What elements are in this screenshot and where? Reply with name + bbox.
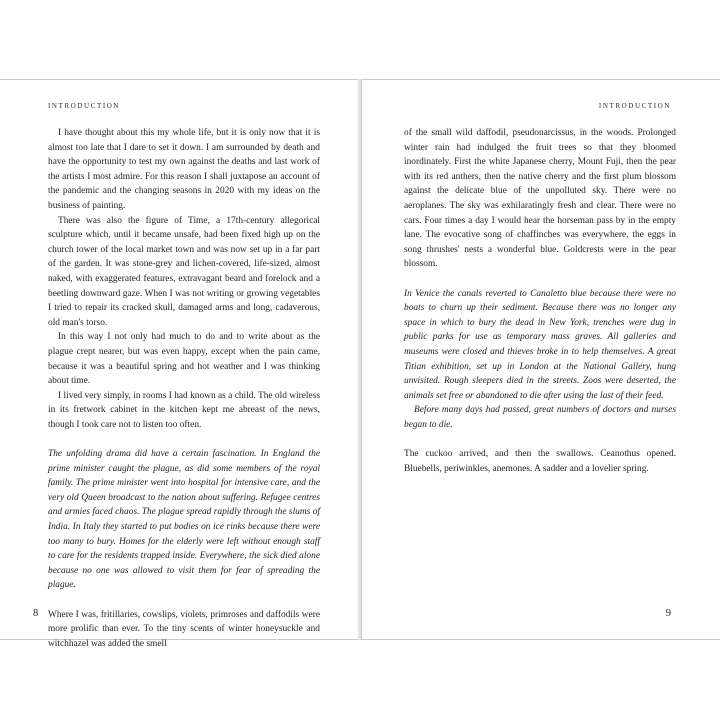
paragraph: Where I was, fritillaries, cowslips, violets, primroses and daffodils were more prolific than ever. To the tiny scents of winter honeysuckle and witchhazel was added the smell: [48, 609, 320, 649]
left-page: [0, 79, 359, 649]
italic-paragraph: The unfolding drama did have a certain fascination. In England the prime minister caught the plague, as did some members of the royal family. The prime minister went into hospital for intensive care, and the very old Queen broadcast to the nation about suffering. Refugee centres and armies faced chaos. The plague spread rapidly through the slums of India. In Italy they started to put bodies on ice rinks because there were too many to bury. Homes for the elderly were left without enough staff to care for the residents trapped inside. Everywhere, the sick died alone because no one was allowed to visit them for fear of spreading the plague.: [48, 449, 320, 591]
book-spread: [0, 79, 720, 649]
paragraph: In this way I not only had much to do and to write about as the plague crept nearer, but was even happy, except when the pain came, because it was a beautiful spring and hot weather and I was thinking about time.: [48, 332, 320, 387]
paragraph: There was also the figure of Time, a 17th-century allegorical sculpture which, until it became unsafe, had been fixed high up on the church tower of the local market town and was now set up in a far part of the garden. It was stone-grey and lichen-covered, life-sized, almost naked, with exaggerated features, extravagant beard and forelock and a beetling downward gaze. When I was not writing or growing vegetables I tried to repair its cracked skull, damaged arms and long, cadaverous, old man's torso.: [48, 215, 320, 328]
paragraph: I have thought about this my whole life, but it is only now that it is almost too late that I dare to set it down. I am surrounded by death and have the opportunity to test my own against the deaths and last work of the artists I most admire. For this reason I shall juxtapose an account of the pandemic and the changing seasons in 2020 with my ideas on the business of painting.: [48, 128, 320, 211]
running-head: INTRODUCTION: [598, 102, 671, 110]
italic-paragraph: In Venice the canals reverted to Canaletto blue because there were no boats to churn up their sediment. Because there was no longer any space in which to bury the dead in New York, trenches were dug in public parks for use as temporary mass graves. All galleries and museums were closed and thieves broke in to help themselves. A great Titian exhibition, set up in London at the National Gallery, hung unvisited. Rough sleepers died in the streets. Zoos were deserted, the animals set free or abandoned to die after using the last of their feed.: [404, 288, 676, 401]
paragraph: I lived very simply, in rooms I had known as a child. The old wireless in its fretwork cabinet in the kitchen kept me abreast of the news, though I took care not to listen too often.: [48, 390, 320, 430]
paragraph: of the small wild daffodil, pseudonarcissus, in the woods. Prolonged winter rain had indulged the fruit trees so that they bloomed inordinately. First the white Japanese cherry, Mount Fuji, then the pear with its red anthers, then the native cherry and the first plum blossom against the delicate blue of the unpolluted sky. There were no aeroplanes. The sky was exhilaratingly fresh and clear. There were no cars. Four times a day I would hear the horseman pass by in the empty lane. The evocative song of chaffinches was everywhere, the eggs in song thrushes' nests a wonderful blue. Goldcrests were in the pear blossom.: [404, 128, 676, 270]
right-page: [361, 79, 720, 640]
page-number: 9: [665, 608, 671, 619]
page-body: [404, 126, 676, 476]
page-number: 8: [33, 608, 39, 619]
italic-paragraph: Before many days had passed, great numbers of doctors and nurses began to die.: [404, 405, 676, 430]
paragraph: The cuckoo arrived, and then the swallows. Ceanothus opened. Bluebells, periwinkles, anemones. A sadder and a lovelier spring.: [404, 449, 676, 474]
running-head: INTRODUCTION: [48, 102, 121, 110]
page-body: [48, 126, 320, 651]
